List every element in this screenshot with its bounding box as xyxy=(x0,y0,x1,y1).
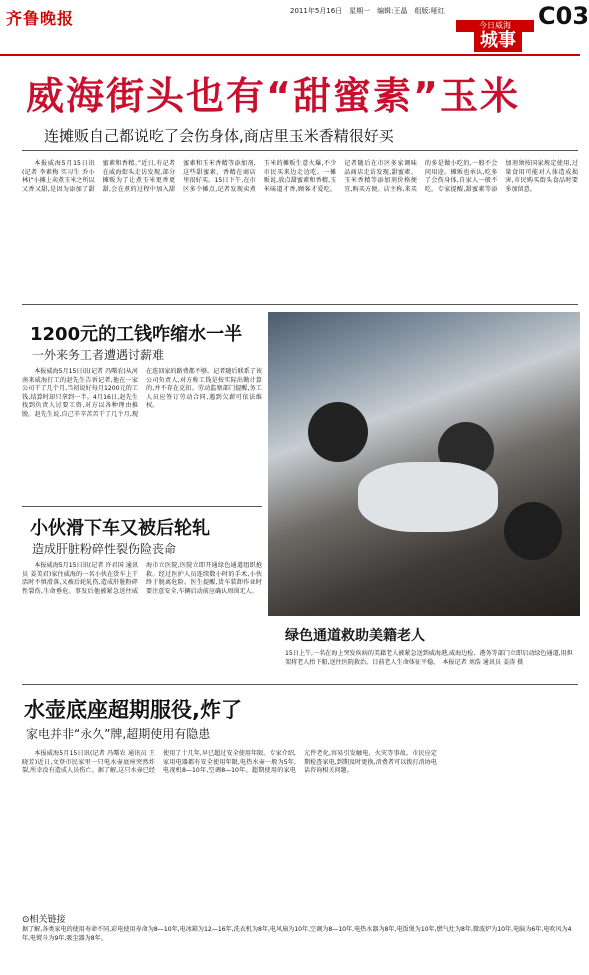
photo-stretcher xyxy=(358,462,498,532)
wage-headline: 1200元的工钱咋缩水一半 xyxy=(30,324,243,345)
kettle-subhead: 家电并非“永久”牌,超期使用有隐患 xyxy=(26,727,211,741)
truck-body xyxy=(22,562,262,666)
mid-divider xyxy=(22,684,578,685)
wage-bottom-rule xyxy=(22,506,262,507)
newspaper-logo: 齐鲁晚报 xyxy=(6,9,75,28)
wage-body xyxy=(22,368,262,502)
photo-figure-officer-3 xyxy=(504,502,562,560)
photo-figure-officer-1 xyxy=(308,402,368,462)
lead-bottom-rule xyxy=(22,304,578,305)
lead-divider xyxy=(22,150,578,151)
wage-subhead: 一外来务工者遭遇讨薪难 xyxy=(32,348,165,362)
kettle-body xyxy=(22,750,578,900)
section-label: 城事 xyxy=(474,30,522,52)
lead-headline: 威海街头也有“甜蜜素”玉米 xyxy=(26,74,520,118)
lead-body xyxy=(22,160,578,300)
lead-body-text: 本报威海5月15日讯(记者 李素梅 实习生 乔小林)“小摊上卖煮玉米之所以又香又甜,是因为添加了甜蜜素和香精。”近日,有记者在威海街头走访发现,部分摊贩为了让煮玉米更香更甜,会在煮的过程中加入甜蜜素和玉米香精等添加剂,这些甜蜜素、香精在商店里很好买。15日下午,在市区多个摊点,记者发现卖煮玉米的摊贩生意火爆,不少市民买来边走边吃。一摊贩说,放点甜蜜素和香精,玉米味道才香,顾客才爱吃。记者随后在市区多家调味品商店走访发现,甜蜜素、玉米香精等添加剂价格便宜,购买方便。店主称,来买的多是做小吃的,一般不会问用途。摊贩也承认,吃多了会伤身体,自家人一般不吃。专家提醒,甜蜜素等添加剂须按国家规定使用,过量食用可能对人体造成损害,市民购买街头食品时要多加留意。 xyxy=(22,160,578,193)
wage-body-text: 本报威海5月15日讯(记者 冯曙农)从河南来威海打工的赵先生告诉记者,他在一家公司干了几个月,当初说好每月1200元的工钱,结算时却只拿到一半。4月16日,赵先生找到负责人讨要工资,对方以各种理由推脱。赵先生说,自己辛辛苦苦干了几个月,现在连回家的路费都不够。记者随后联系了该公司负责人,对方称工钱是按实际出勤计算的,并不存在克扣。劳动监察部门提醒,务工人员应签订劳动合同,遇到欠薪可依法维权。 xyxy=(22,368,262,418)
kettle-headline: 水壶底座超期服役,炸了 xyxy=(24,698,242,722)
truck-headline: 小伙滑下车又被后轮轧 xyxy=(30,518,210,539)
edition-tag: 今日威海 xyxy=(456,20,534,32)
related-label: ⊙相关链接 xyxy=(22,915,66,925)
issue-meta: 2011年5月16日 星期一 编辑:王晶 组版:哑红 xyxy=(290,7,445,15)
page-number: C03 xyxy=(538,2,589,30)
photo-caption-title: 绿色通道救助美籍老人 xyxy=(285,628,425,644)
related-label-text: 相关链接 xyxy=(29,915,66,925)
photo-caption-body: 15日上午,一名在海上突发疾病的美籍老人被紧急送到威海港,威海边检、港务等部门立即启动绿色通道,用担架将老人抬下船,送往医院救治。目前老人生命体征平稳。 本报记者 刘浩 通讯员 姜涛 摄 xyxy=(285,650,573,666)
truck-subhead: 造成肝脏粉碎性裂伤险丧命 xyxy=(32,542,177,556)
related-body: 据了解,各类家电的使用寿命不同,彩电使用寿命为8—10年,电冰箱为12—16年,洗衣机为8年,电风扇为10年,空调为8—10年,电热水器为8年,电饭煲为10年,燃气灶为8年,微波炉为10年,电脑为6年,电吹风为4年,电熨斗为9年,吸尘器为8年。 xyxy=(22,926,572,942)
rescue-photo xyxy=(268,312,580,616)
kettle-body-text: 本报威海5月15日讯(记者 冯曙农 通讯员 王晓芳)近日,文登市民家里一只电水壶底座突然炸裂,所幸没有造成人员伤亡。据了解,这只水壶已经使用了十几年,早已超过安全使用年限。专家介绍,家用电器都有安全使用年限,电热水壶一般为5年,电视机8—10年,空调8—10年。超期使用的家电元件老化,容易引发触电、火灾等事故。市民应定期检查家电,到期及时更换,消费者可以拨打消协电话咨询相关问题。 xyxy=(22,750,437,775)
lead-subhead: 连摊贩自己都说吃了会伤身体,商店里玉米香精很好买 xyxy=(44,127,394,145)
truck-body-text: 本报威海5月15日讯(记者 许君国 通讯员 姜美君)家住威海的一名小伙在货车上干活时不慎滑落,又被后轮轧伤,造成肝脏粉碎性裂伤,生命垂危。事发后他被紧急送往威海市立医院,医院立即开通绿色通道组织抢救。经过医护人员连续数小时的手术,小伙终于脱离危险。医生提醒,货车装卸作业时要注意安全,车辆启动前应确认周围无人。 xyxy=(22,562,262,595)
masthead-rule xyxy=(0,54,580,56)
